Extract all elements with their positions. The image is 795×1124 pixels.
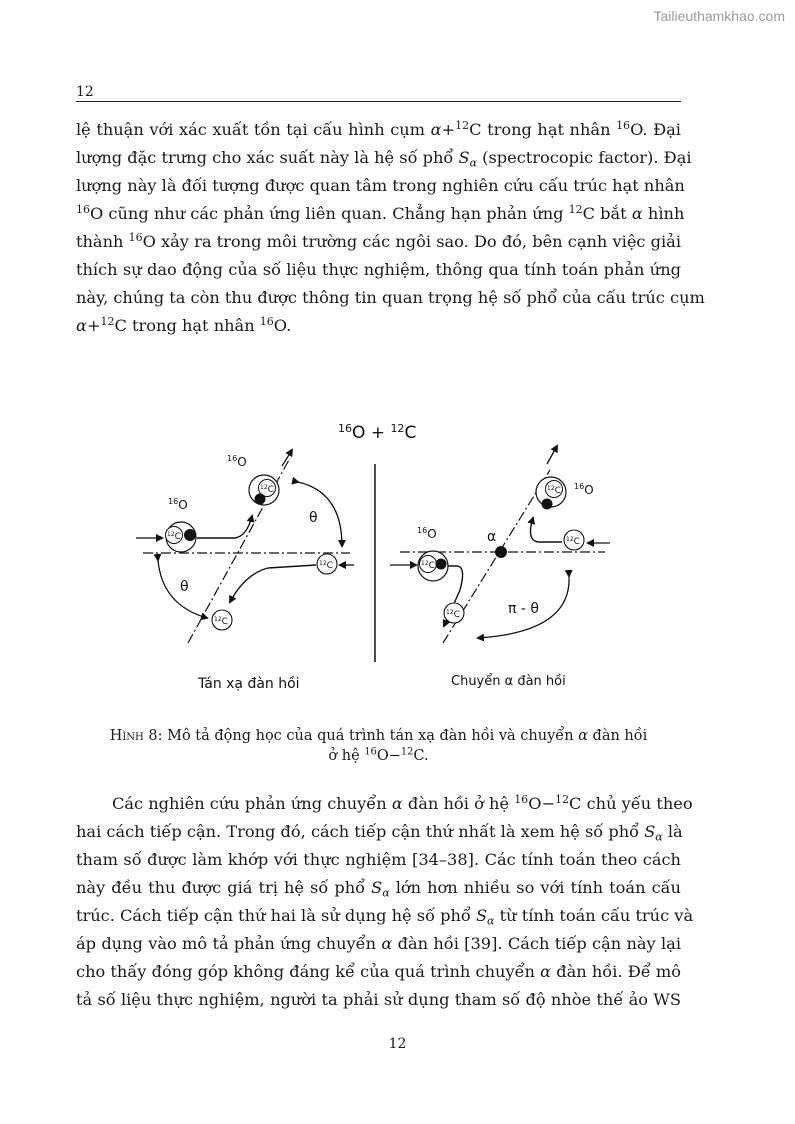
paragraph-1	[76, 116, 705, 340]
left-scattered-16O-label: $^{16}$O	[227, 454, 247, 469]
p2-line-6: áp dụng vào mô tả phản ứng chuyển α đàn hồi [39]. Cách tiếp cận này lại	[76, 934, 681, 953]
p1-line-1: lệ thuận với xác xuất tồn tại cấu hình cụm α+$^{12}$C trong hạt nhân $^{16}$O. Đại	[76, 118, 681, 139]
right-transferred-alpha	[495, 546, 507, 558]
right-16O-label: $^{16}$O	[417, 526, 437, 541]
figure-title: $^{16}$O + $^{12}$C	[338, 422, 417, 443]
p1-line-7: này, chúng ta còn thu được thông tin quan trọng hệ số phổ của cấu trúc cụm	[76, 288, 705, 307]
right-formed-16O-label: $^{16}$O	[574, 482, 594, 497]
footer-page-number: 12	[388, 1036, 407, 1052]
left-scattered-alpha	[255, 494, 266, 505]
right-formed-12C-label: $^{12}$C	[547, 485, 561, 496]
right-target-12C-label: $^{12}$C	[566, 536, 580, 547]
left-recoil-path	[230, 565, 316, 602]
right-formed-alpha	[542, 499, 553, 510]
right-pi-minus-theta-label: π - θ	[508, 601, 539, 617]
left-12C-label: $^{12}$C	[167, 531, 181, 542]
figure-diagram	[110, 400, 630, 710]
right-panel-label: Chuyển α đàn hồi	[451, 674, 566, 689]
right-alpha-in-16O	[436, 559, 447, 570]
p1-line-8: α+$^{12}$C trong hạt nhân $^{16}$O.	[76, 314, 292, 335]
p1-line-6: thích sự dao động của số liệu thực nghiệm, thông qua tính toán phản ứng	[76, 260, 681, 279]
paragraph-2	[76, 790, 694, 1014]
p1-line-5: thành $^{16}$O xảy ra trong môi trường các ngôi sao. Do đó, bên cạnh việc giải	[76, 230, 681, 251]
left-theta-lower: θ	[180, 579, 189, 595]
left-projectile-path	[197, 516, 252, 538]
figure-caption	[76, 726, 681, 766]
left-target-12C-label: $^{12}$C	[319, 560, 333, 571]
right-outgoing-12C-label: $^{12}$C	[446, 609, 460, 620]
left-theta-upper: θ	[309, 510, 318, 526]
caption-line-1: Hình 8: Mô tả động học của quá trình tán xạ đàn hồi và chuyển α đàn hồi	[109, 728, 648, 744]
p2-line-7: cho thấy đóng góp không đáng kể của quá trình chuyển α đàn hồi. Để mô	[76, 962, 681, 981]
header-page-number: 12	[76, 84, 94, 100]
p2-line-3: tham số được làm khớp với thực nghiệm [34–38]. Các tính toán theo cách	[76, 850, 681, 869]
p2-line-5: trúc. Cách tiếp cận thứ hai là sử dụng hệ số phổ $S_\alpha$ từ tính toán cấu trúc và	[76, 906, 694, 928]
right-axis-arrow	[547, 446, 557, 464]
right-12C-label: $^{12}$C	[421, 560, 435, 571]
header-rule	[76, 101, 681, 102]
p2-line-2: hai cách tiếp cận. Trong đó, cách tiếp cận thứ nhất là xem hệ số phổ $S_\alpha$ là	[76, 822, 683, 844]
left-alpha-particle	[184, 529, 196, 541]
left-panel-label: Tán xạ đàn hồi	[198, 676, 300, 692]
p2-line-4: này đều thu được giá trị hệ số phổ $S_\alpha$ lớn hơn nhiều so với tính toán cấu	[76, 878, 681, 900]
left-scattered-12C-label: $^{12}$C	[260, 484, 274, 495]
right-core-path-1	[448, 566, 463, 590]
left-theta-arc-upper	[298, 482, 342, 546]
watermark: Tailieuthamkhao.com	[653, 8, 785, 24]
p1-line-3: lượng này là đối tượng được quan tâm trong nghiên cứu cấu trúc hạt nhân	[76, 176, 685, 195]
right-alpha-label: α	[487, 529, 497, 545]
p1-line-4: $^{16}$O cũng như các phản ứng liên quan. Chẳng hạn phản ứng $^{12}$C bắt α hình	[76, 202, 685, 223]
p1-line-2: lượng đặc trưng cho xác suất này là hệ số phổ $S_\alpha$ (spectrocopic factor). Đại	[76, 148, 692, 170]
p2-line-1: Các nghiên cứu phản ứng chuyển α đàn hồi ở hệ $^{16}$O−$^{12}$C chủ yếu theo	[112, 792, 693, 813]
left-16O-label: $^{16}$O	[168, 497, 188, 512]
caption-line-2: ở hệ $^{16}$O−$^{12}$C.	[328, 746, 429, 764]
right-recoil-path	[530, 518, 562, 542]
left-recoil-12C-label: $^{12}$C	[214, 616, 228, 627]
p2-line-8: tả số liệu thực nghiệm, người ta phải sử dụng tham số độ nhòe thế ảo WS	[76, 990, 681, 1009]
figure-8	[110, 400, 630, 710]
